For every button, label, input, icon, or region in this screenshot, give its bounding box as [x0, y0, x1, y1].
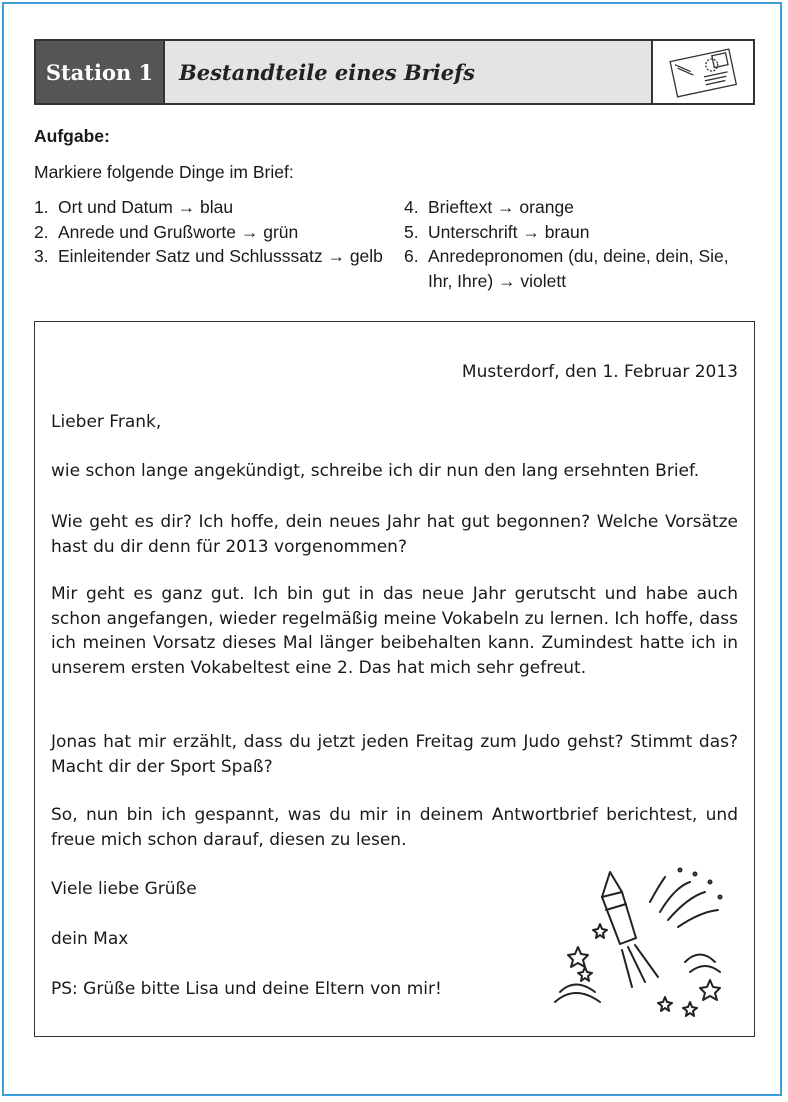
letter-greeting: Viele liebe Grüße	[51, 879, 197, 899]
letter-paragraph: Mir geht es ganz gut. Ich bin gut in das neue Jahr gerutscht und habe auch schon angefangen, wieder regelmäßig meine Vokabeln zu lernen. Ich hoffe, dass ich meinen Vorsatz dieses Mal länger beibehalten kann. Zumindest hatte ich in unserem ersten Vokabeltest eine 2. Das hat mich sehr gefreut.	[51, 584, 738, 678]
list-item: 3. Einleitender Satz und Schlusssatz → gelb	[34, 246, 383, 266]
worksheet-title: Bestandteile eines Briefs	[179, 59, 475, 85]
letter-paragraph: Wie geht es dir? Ich hoffe, dein neues Jahr hat gut begonnen? Welche Vorsätze hast du dir denn für 2013 vorgenommen?	[51, 512, 738, 557]
task-intro: Markiere folgende Dinge im Brief:	[34, 161, 294, 182]
station-label: Station 1	[36, 41, 165, 103]
task-section	[34, 124, 754, 293]
envelope-icon	[651, 41, 753, 103]
list-item: 4. Brieftext → orange	[404, 197, 574, 217]
task-list-left	[34, 195, 404, 293]
list-item: 1. Ort und Datum → blau	[34, 197, 234, 217]
worksheet-header	[34, 39, 755, 105]
letter-signature: dein Max	[51, 929, 129, 949]
letter-paragraph: Jonas hat mir erzählt, dass du jetzt jeden Freitag zum Judo gehst? Stimmt das? Macht dir der Sport Spaß?	[51, 732, 738, 777]
task-heading: Aufgabe:	[34, 126, 110, 146]
letter-box	[34, 321, 755, 1037]
rocket-firework-icon	[540, 852, 740, 1022]
list-item: 6. Anredepronomen (du, deine, dein, Sie, Ihr, Ihre) → violett	[404, 246, 729, 291]
letter-ps: PS: Grüße bitte Lisa und deine Eltern von mir!	[51, 979, 442, 999]
list-item: 2. Anrede und Grußworte → grün	[34, 221, 299, 242]
letter-salutation: Lieber Frank,	[51, 412, 162, 432]
letter-intro: wie schon lange angekündigt, schreibe ich dir nun den lang ersehnten Brief.	[51, 461, 700, 481]
letter-date: Musterdorf, den 1. Februar 2013	[461, 362, 738, 382]
list-item: 5. Unterschrift → braun	[404, 221, 590, 242]
task-list-right	[404, 195, 754, 293]
letter-closing-sentence: So, nun bin ich gespannt, was du mir in deinem Antwortbrief berichtest, und freue mich schon darauf, diesen zu lesen.	[51, 805, 738, 850]
